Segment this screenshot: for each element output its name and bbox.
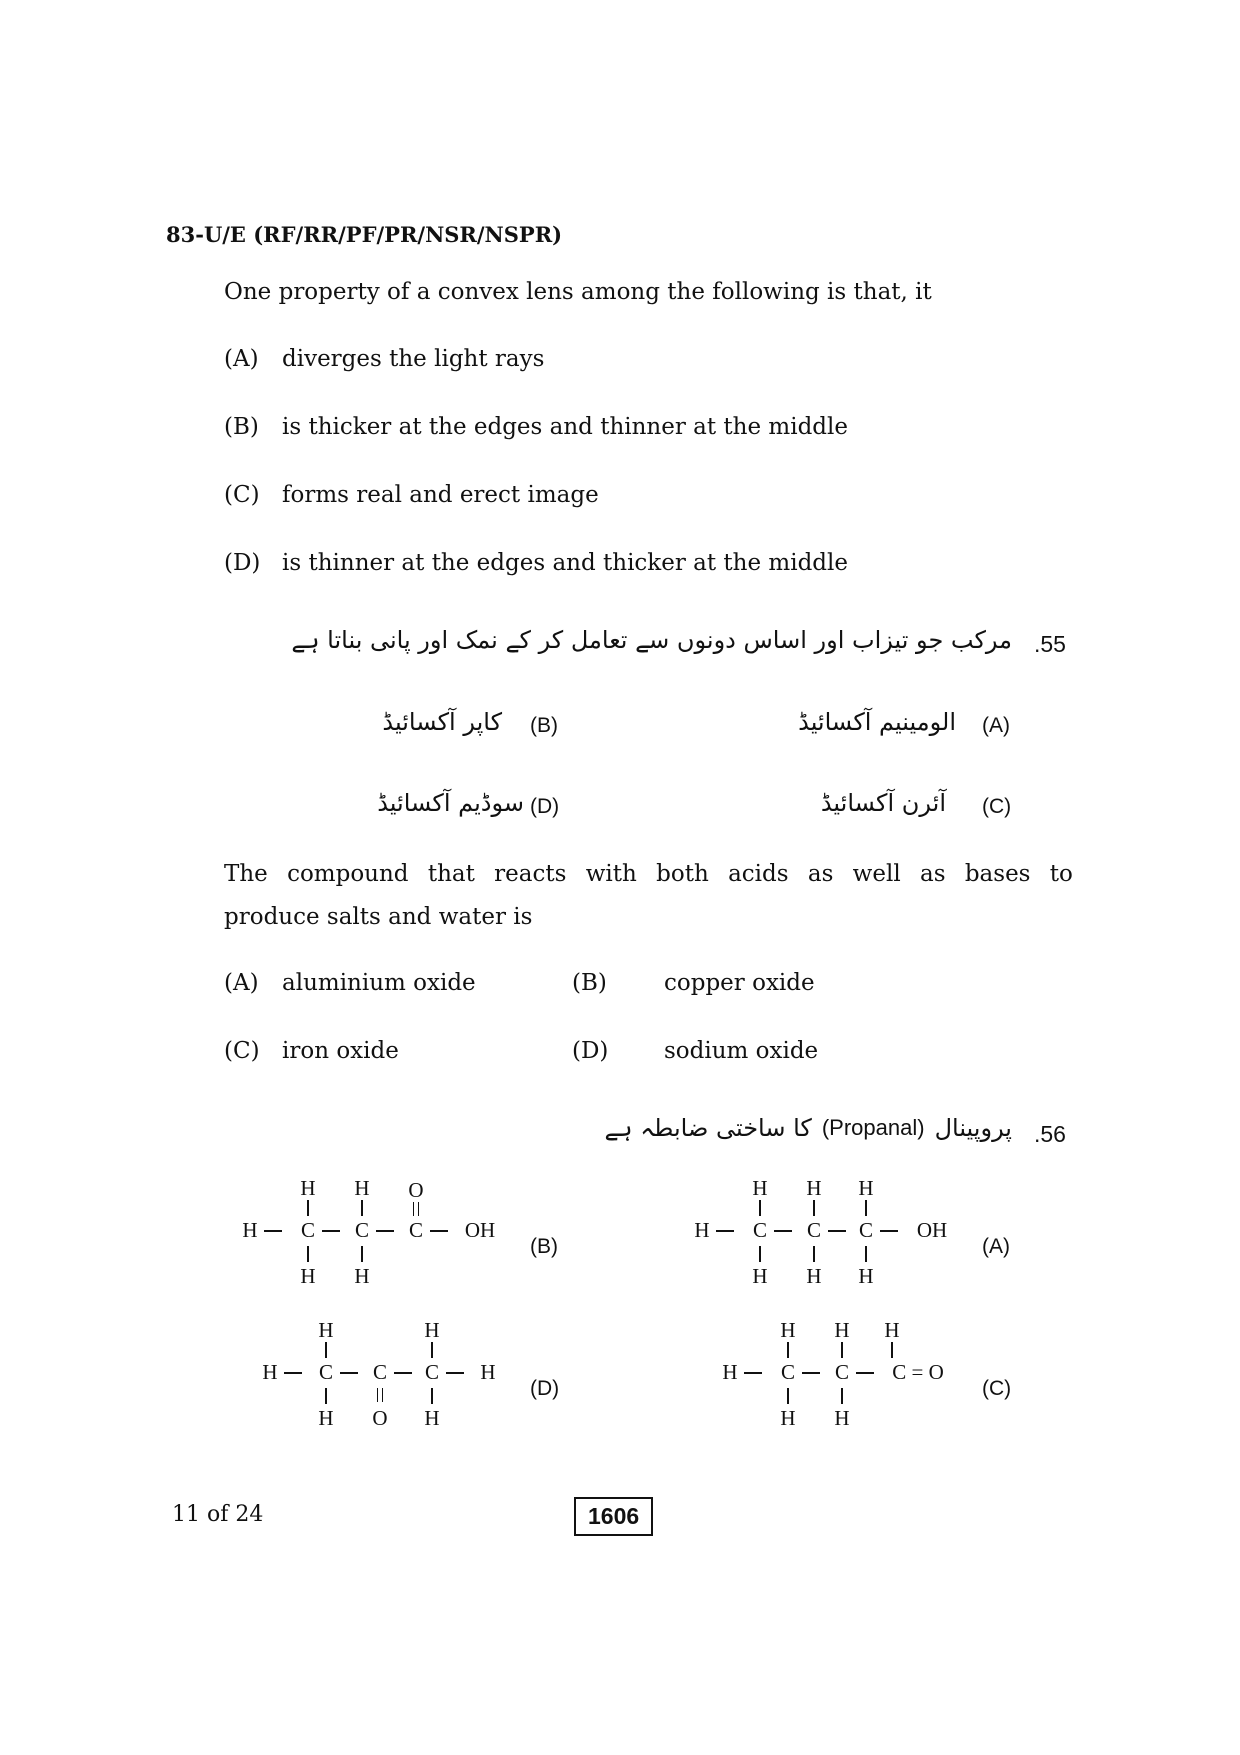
- atom-h: H: [834, 1318, 850, 1342]
- q54-option-b-label: (B): [224, 414, 259, 440]
- bond: [813, 1200, 815, 1216]
- q55-urdu-stem: مرکب جو تیزاب اور اساس دونوں سے تعامل کر کے نمک اور پانی بناتا ہے: [291, 626, 1012, 654]
- atom-c: C: [780, 1360, 796, 1384]
- atom-h: H: [300, 1264, 316, 1288]
- atom-h: H: [780, 1406, 796, 1430]
- q55-urdu-option-a-text: الومینیم آکسائیڈ: [798, 708, 956, 736]
- atom-c: C: [858, 1218, 874, 1242]
- atom-h: H: [424, 1406, 440, 1430]
- bond: [828, 1230, 846, 1232]
- q55-urdu-option-c-text: آئرن آکسائیڈ: [820, 789, 946, 817]
- structure-d: [256, 1320, 516, 1440]
- bond: [856, 1372, 874, 1374]
- atom-h: H: [242, 1218, 258, 1242]
- q55-urdu-option-a-label: (A): [982, 714, 1010, 737]
- atom-h: H: [858, 1176, 874, 1200]
- q54-option-b-text: is thicker at the edges and thinner at the middle: [282, 414, 848, 440]
- bond: [787, 1388, 789, 1404]
- page-number: 11 of 24: [172, 1502, 264, 1527]
- q55-number: .55: [1034, 631, 1066, 657]
- atom-c: C: [834, 1360, 850, 1384]
- q55-urdu-option-c-label: (C): [982, 795, 1012, 818]
- q54-option-a-label: (A): [224, 346, 259, 372]
- q54-stem: One property of a convex lens among the following is that, it: [224, 279, 932, 305]
- q54-option-d-label: (D): [224, 550, 261, 576]
- atom-oh: OH: [464, 1218, 496, 1242]
- bond: [430, 1230, 448, 1232]
- bond: [361, 1200, 363, 1216]
- q56-number: .56: [1034, 1121, 1066, 1147]
- structure-c: [718, 1320, 968, 1440]
- q55-urdu-option-b-text: کاپر آکسائیڈ: [382, 708, 502, 736]
- bond: [431, 1388, 433, 1404]
- q54-option-a-text: diverges the light rays: [282, 346, 545, 372]
- bond: [774, 1230, 792, 1232]
- atom-h: H: [354, 1264, 370, 1288]
- paper-code: 83-U/E (RF/RR/PF/PR/NSR/NSPR): [166, 222, 563, 247]
- q55-option-c-label: (C): [224, 1038, 260, 1064]
- q56-option-a-label: (A): [982, 1235, 1010, 1258]
- bond: [361, 1246, 363, 1262]
- q56-option-d-label: (D): [530, 1377, 560, 1400]
- atom-h: H: [318, 1318, 334, 1342]
- double-bond: [377, 1388, 383, 1402]
- atom-h: H: [262, 1360, 278, 1384]
- q55-urdu-option-b-label: (B): [530, 714, 558, 737]
- bond: [759, 1200, 761, 1216]
- structure-a: [690, 1178, 970, 1298]
- atom-h: H: [694, 1218, 710, 1242]
- q55-option-a-text: aluminium oxide: [282, 970, 476, 996]
- q54-option-c-text: forms real and erect image: [282, 482, 599, 508]
- bond: [802, 1372, 820, 1374]
- q55-option-c-text: iron oxide: [282, 1038, 399, 1064]
- atom-oh: OH: [916, 1218, 948, 1242]
- q55-option-a-label: (A): [224, 970, 259, 996]
- atom-c: C: [354, 1218, 370, 1242]
- atom-h: H: [834, 1406, 850, 1430]
- atom-c: C: [408, 1218, 424, 1242]
- bond: [325, 1342, 327, 1358]
- atom-co: C = O: [892, 1360, 944, 1384]
- atom-h: H: [722, 1360, 738, 1384]
- q56-option-c-label: (C): [982, 1377, 1012, 1400]
- bond: [431, 1342, 433, 1358]
- atom-o: O: [408, 1178, 424, 1202]
- bond: [813, 1246, 815, 1262]
- bond: [307, 1200, 309, 1216]
- atom-h: H: [780, 1318, 796, 1342]
- atom-c: C: [300, 1218, 316, 1242]
- q55-stem-line2: produce salts and water is: [224, 904, 533, 930]
- q55-option-d-text: sodium oxide: [664, 1038, 819, 1064]
- bond: [394, 1372, 412, 1374]
- atom-c: C: [372, 1360, 388, 1384]
- bond: [307, 1246, 309, 1262]
- atom-h: H: [480, 1360, 496, 1384]
- atom-h: H: [752, 1264, 768, 1288]
- q56-option-b-label: (B): [530, 1235, 558, 1258]
- atom-h: H: [318, 1406, 334, 1430]
- bond: [865, 1200, 867, 1216]
- bond: [865, 1246, 867, 1262]
- atom-o: O: [372, 1406, 388, 1430]
- bond: [340, 1372, 358, 1374]
- bond: [376, 1230, 394, 1232]
- double-bond: [413, 1202, 419, 1216]
- q56-stem: [604, 1114, 1012, 1142]
- bond: [716, 1230, 734, 1232]
- booklet-code: 1606: [574, 1497, 653, 1536]
- atom-h: H: [424, 1318, 440, 1342]
- q54-option-d-text: is thinner at the edges and thicker at the middle: [282, 550, 848, 576]
- atom-h: H: [752, 1176, 768, 1200]
- atom-h: H: [806, 1264, 822, 1288]
- bond: [284, 1372, 302, 1374]
- bond: [322, 1230, 340, 1232]
- q55-stem-line1: [224, 861, 1073, 887]
- q56-urdu-prefix: پروپینال: [934, 1114, 1012, 1142]
- atom-c: C: [424, 1360, 440, 1384]
- bond: [264, 1230, 282, 1232]
- bond: [841, 1342, 843, 1358]
- atom-c: C: [318, 1360, 334, 1384]
- atom-c: C: [752, 1218, 768, 1242]
- bond: [744, 1372, 762, 1374]
- structure-b: [236, 1178, 516, 1298]
- q55-stem-line1-text: The compound that reacts with both acids as well as bases to: [224, 861, 1073, 887]
- atom-c: C: [806, 1218, 822, 1242]
- bond: [841, 1388, 843, 1404]
- atom-h: H: [300, 1176, 316, 1200]
- bond: [446, 1372, 464, 1374]
- q55-urdu-option-d-label: (D): [530, 795, 560, 818]
- bond: [325, 1388, 327, 1404]
- q56-english-term: (Propanal): [821, 1115, 925, 1140]
- q56-urdu-suffix: کا ساختی ضابطہ ہے: [604, 1114, 812, 1142]
- q55-option-b-text: copper oxide: [664, 970, 815, 996]
- q55-option-d-label: (D): [572, 1038, 609, 1064]
- atom-h: H: [354, 1176, 370, 1200]
- bond: [759, 1246, 761, 1262]
- atom-h: H: [884, 1318, 900, 1342]
- q54-option-c-label: (C): [224, 482, 260, 508]
- q55-option-b-label: (B): [572, 970, 607, 996]
- bond: [880, 1230, 898, 1232]
- q55-urdu-option-d-text: سوڈیم آکسائیڈ: [377, 789, 524, 817]
- atom-h: H: [858, 1264, 874, 1288]
- atom-h: H: [806, 1176, 822, 1200]
- bond: [891, 1342, 893, 1358]
- bond: [787, 1342, 789, 1358]
